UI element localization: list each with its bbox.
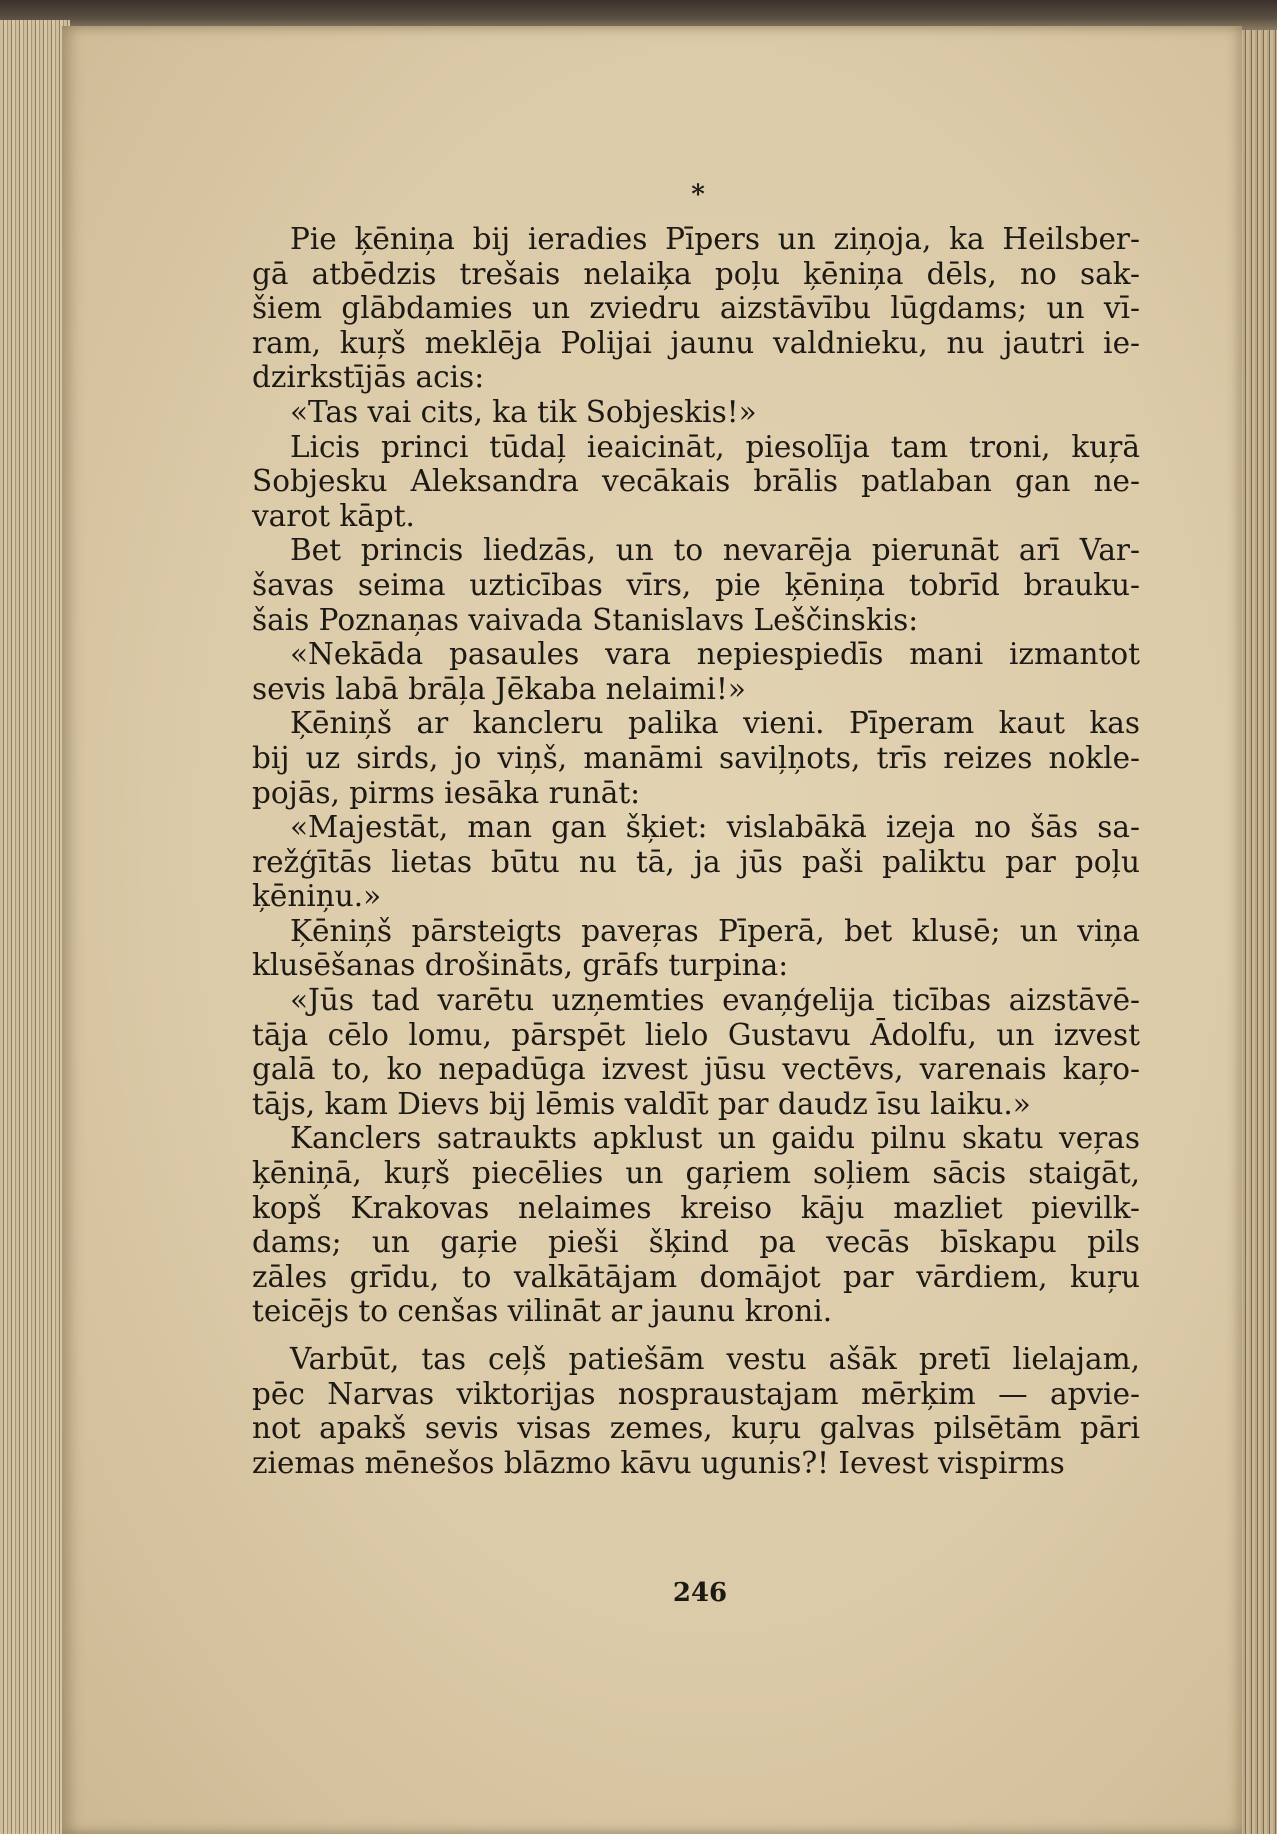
text-line: tājs, kam Dievs bij lēmis valdīt par daudz īsu laiku.» [252, 1086, 1031, 1121]
paragraph [252, 983, 1140, 1121]
text-line: Sobjesku Aleksandra vecākais brālis patlaban gan ne- [252, 464, 1140, 499]
left-page-stack [0, 20, 70, 1834]
text-line: «Nekāda pasaules vara nepiespiedīs mani izmantot [290, 637, 1140, 672]
text-line: Licis princi tūdaļ ieaicināt, piesolīja tam troni, kuŗā [290, 429, 1140, 464]
text-line: kopš Krakovas nelaimes kreiso kāju mazliet pievilk- [252, 1190, 1140, 1225]
text-line: Bet princis liedzās, un to nevarēja pierunāt arī Var- [290, 533, 1140, 568]
text-line: «Majestāt, man gan šķiet: vislabākā izeja no šās sa- [290, 810, 1140, 845]
text-line: not apakš sevis visas zemes, kuŗu galvas pilsētām pāri [252, 1411, 1140, 1446]
text-line: Kanclers satraukts apklust un gaidu pilnu skatu veŗas [290, 1121, 1140, 1156]
text-line: pojās, pirms iesāka runāt: [252, 775, 641, 810]
text-line: galā to, ko nepadūga izvest jūsu vectēvs, varenais kaŗo- [252, 1052, 1140, 1087]
paragraph [252, 1121, 1140, 1329]
paragraph [252, 533, 1140, 637]
text-line: ram, kuŗš meklēja Polijai jaunu valdnieku, nu jautri ie- [252, 325, 1140, 360]
text-line: Ķēniņš ar kancleru palika vieni. Pīperam kaut kas [290, 706, 1140, 741]
text-line: «Tas vai cits, ka tik Sobjeskis!» [290, 394, 757, 429]
paragraph [252, 1342, 1140, 1480]
text-line: tāja cēlo lomu, pārspēt lielo Gustavu Ādolfu, un izvest [252, 1017, 1140, 1052]
paragraph [252, 395, 1140, 430]
section-ornament: * [691, 180, 705, 210]
text-line: varot kāpt. [252, 498, 415, 533]
text-line: klusēšanas drošināts, grāfs turpina: [252, 948, 789, 983]
text-line: dams; un gaŗie pieši šķind pa vecās bīskapu pils [252, 1225, 1140, 1260]
text-line: pēc Narvas viktorijas nospraustajam mērķim — apvie- [252, 1376, 1140, 1411]
paragraph [252, 706, 1140, 810]
text-line: teicējs to cenšas vilināt ar jaunu kroni. [252, 1294, 833, 1329]
text-line: ķēniņā, kuŗš piecēlies un gaŗiem soļiem sācis staigāt, [252, 1156, 1140, 1191]
text-line: šavas seima uzticības vīrs, pie ķēniņa tobrīd brauku- [252, 567, 1140, 602]
page-number: 246 [672, 1578, 728, 1608]
text-line: zāles grīdu, to valkātājam domājot par vārdiem, kuŗu [252, 1259, 1140, 1294]
paragraph [252, 637, 1140, 706]
text-line: dzirkstījās acis: [252, 360, 485, 395]
text-line: bij uz sirds, jo viņš, manāmi saviļņots, trīs reizes nokle- [252, 740, 1140, 775]
paragraph [252, 810, 1140, 914]
paragraph [252, 222, 1140, 395]
text-line: Ķēniņš pārsteigts paveŗas Pīperā, bet klusē; un viņa [290, 913, 1140, 948]
text-line: Pie ķēniņa bij ieradies Pīpers un ziņoja, ka Heilsber- [290, 222, 1140, 256]
right-page-stack [1237, 30, 1277, 1834]
paragraph-gap [252, 1329, 1140, 1342]
text-line: Varbūt, tas ceļš patiešām vestu ašāk pretī lielajam, [290, 1342, 1140, 1376]
text-line: šais Poznaņas vaivada Stanislavs Leščinskis: [252, 602, 919, 637]
text-line: šiem glābdamies un zviedru aizstāvību lūgdams; un vī- [252, 291, 1140, 326]
text-line: gā atbēdzis trešais nelaiķa poļu ķēniņa dēls, no sak- [252, 256, 1140, 291]
paragraph [252, 430, 1140, 534]
text-line: sevis labā brāļa Jēkaba nelaimi!» [252, 671, 746, 706]
text-line: «Jūs tad varētu uzņemties evaņģelija ticības aizstāvē- [290, 983, 1140, 1018]
text-line: ķēniņu.» [252, 879, 382, 914]
text-line: režģītās lietas būtu nu tā, ja jūs paši paliktu par poļu [252, 844, 1140, 879]
text-line: ziemas mēnešos blāzmo kāvu ugunis?! Ievest vispirms [252, 1445, 1065, 1480]
paragraph [252, 914, 1140, 983]
page-body-text [252, 222, 1140, 1480]
